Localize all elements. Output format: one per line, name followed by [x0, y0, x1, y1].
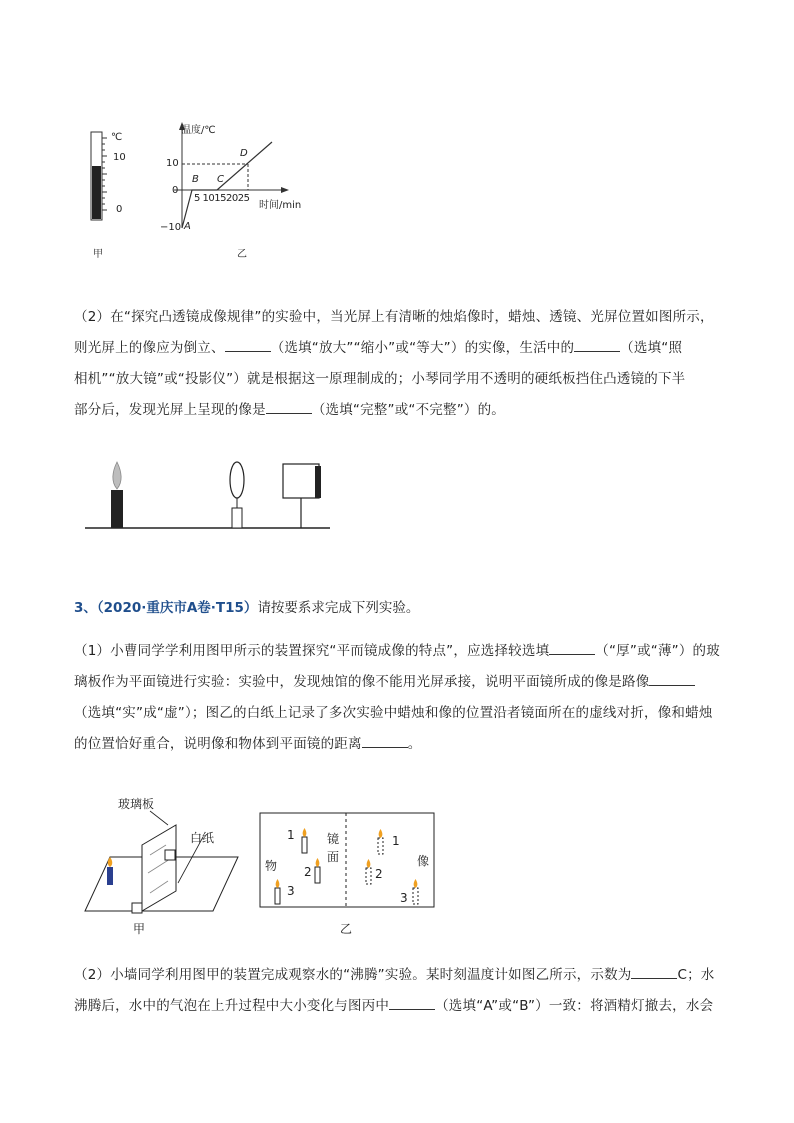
answer-blank[interactable]: [225, 337, 271, 352]
light-screen: [283, 464, 319, 498]
flame: [113, 462, 121, 489]
candle-object: [107, 867, 113, 885]
label-object: 物: [265, 859, 278, 873]
label-image: 像: [417, 854, 430, 868]
caption-yi-1: 乙: [237, 249, 247, 260]
lens-setup-figure: [82, 452, 342, 537]
answer-blank[interactable]: [649, 671, 695, 686]
label-image-3: 3: [400, 891, 408, 905]
answer-blank[interactable]: [631, 964, 677, 979]
q3-p1-line-3: （选填“实”成“虚”）；图乙的白纸上记录了多次实验中蜡烛和像的位置沿者镜面所在的虚线对折，像和蜡烛: [74, 705, 713, 721]
q3-p1-line-2: 璃板作为平面镜进行实验：实验中，发现烛馆的像不能用光屏承接，说明平面镜所成的像是路像: [74, 667, 724, 698]
graph-y-axis-label: 温度/℃: [181, 125, 216, 136]
graph-x-axis-label: 时间/min: [259, 200, 302, 211]
thermometer-10-label: 10: [113, 152, 126, 163]
answer-blank[interactable]: [362, 733, 408, 748]
graph-point-b: B: [192, 174, 199, 185]
label-mirror: 镜面: [327, 832, 340, 864]
graph-point-c: C: [217, 174, 224, 185]
graph-point-d: D: [240, 148, 248, 159]
q2-line-1: （2）在“探究凸透镜成像规律”的实验中，当光屏上有清晰的烛焰像时，蜡烛、透镜、光屏位置如图所示，: [74, 309, 714, 325]
caption-jia-2: 甲: [133, 922, 146, 936]
convex-lens: [230, 462, 244, 498]
candle-positions-figure: [258, 810, 438, 910]
q3-p1-line-1: （1）小曹同学学利用图甲所示的装置探究“平而镜成像的特点”，应选择较选填 （“厚”或“薄”）的玻: [74, 636, 724, 667]
answer-blank[interactable]: [266, 399, 312, 414]
q2-line-2: 则光屏上的像应为倒立、 （选填“放大”“缩小”或“等大”）的实像，生活中的 （选填“照: [74, 333, 724, 364]
q3-p1-line-4: 的位置恰好重合，说明像和物体到平面镜的距离 。: [74, 729, 724, 760]
graph-y-neg10: −10: [160, 222, 182, 233]
label-image-2: 2: [375, 867, 383, 881]
answer-blank[interactable]: [549, 640, 595, 655]
caption-yi-2: 乙: [340, 922, 353, 936]
question-2-paragraph: [74, 302, 724, 426]
question-3-part-2: [74, 960, 724, 1022]
thermometer-unit: ℃: [111, 132, 123, 143]
label-image-1: 1: [392, 834, 400, 848]
answer-blank[interactable]: [389, 995, 435, 1010]
question-3-part-1: [74, 636, 724, 760]
q2-line-4: 部分后，发现光屏上呈现的像是 （选填“完整”或“不完整”）的。: [74, 395, 724, 426]
label-object-1: 1: [287, 828, 295, 842]
graph-y-0: 0: [172, 185, 179, 196]
answer-blank[interactable]: [574, 337, 620, 352]
label-object-3: 3: [287, 884, 295, 898]
thermometer-drawing: [80, 128, 140, 228]
q2-line-3: 相机”“放大镜”或“投影仪”）就是根据这一原理制成的；小琴同学用不透明的硬纸板挡住凸透镜的下半: [74, 371, 686, 387]
caption-jia-1: 甲: [93, 249, 103, 260]
graph-point-a: A: [184, 221, 191, 232]
label-white-paper: 白纸: [190, 831, 215, 845]
q3-p2-line-1: （2）小墙同学利用图甲的装置完成观察水的“沸腾”实验。某时刻温度计如图乙所示，示数为 C；水: [74, 960, 724, 991]
graph-x-ticks: 5 10152025: [194, 193, 250, 204]
candle: [111, 490, 123, 528]
plane-mirror-setup-figure: [80, 795, 250, 915]
thermometer-0-label: 0: [116, 204, 123, 215]
label-object-2: 2: [304, 865, 312, 879]
graph-y-10: 10: [166, 158, 179, 169]
q3-p2-line-2: 沸腾后，水中的气泡在上升过程中大小变化与图丙中 （选填“A”或“B”）一致：将酒精灯撤去，水会: [74, 991, 724, 1022]
question-3-heading: 3、（2020·重庆市A卷·T15）请按要系求完成下列实验。: [74, 600, 420, 616]
label-glass-plate: 玻璃板: [118, 797, 155, 811]
